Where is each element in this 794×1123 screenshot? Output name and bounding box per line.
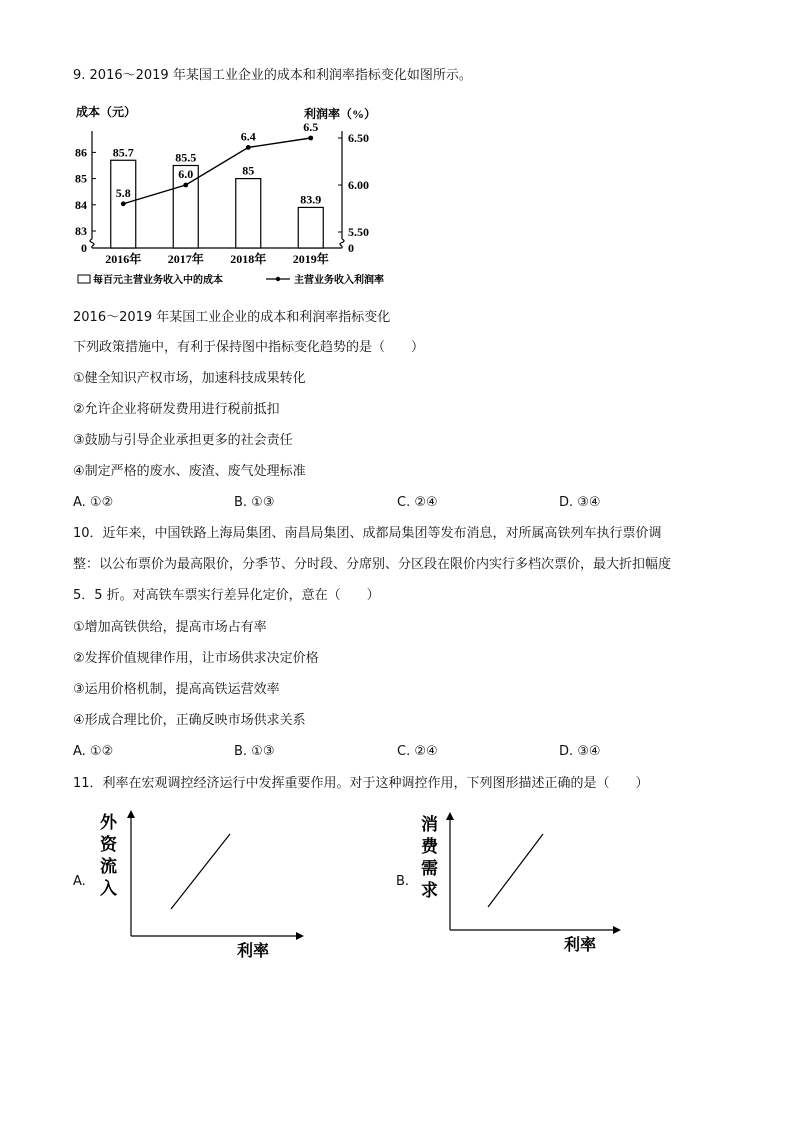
q10-item-1: ①增加高铁供给，提高市场占有率 (73, 620, 267, 635)
profit-rate-point (183, 183, 188, 188)
q9-chart-caption: 2016～2019 年某国工业企业的成本和利润率指标变化 (73, 310, 391, 325)
graph-b-ylabel-2: 费 (421, 837, 438, 857)
graph-a-ylabel-2: 资 (100, 835, 117, 855)
graph-a-ylabel-4: 入 (100, 879, 117, 899)
category-label: 2019年 (292, 252, 329, 266)
q9-item-2: ②允许企业将研发费用进行税前抵扣 (73, 402, 280, 417)
left-tick-label: 83 (75, 224, 87, 238)
q9-prompt: 下列政策措施中，有利于保持图中指标变化趋势的是（ ） (73, 340, 425, 355)
q10-stem-line-3: 5．5 折。对高铁车票实行差异化定价，意在（ ） (73, 588, 380, 603)
q9-item-4: ④制定严格的废水、废渣、废气处理标准 (73, 464, 306, 479)
bar (236, 179, 261, 248)
profit-rate-line (123, 138, 311, 204)
q10-stem-line-1: 10．近年来，中国铁路上海局集团、南昌局集团、成都局集团等发布消息，对所属高铁列车执行票价调 (73, 526, 662, 541)
q11-stem: 11．利率在宏观调控经济运行中发挥重要作用。对于这种调控作用，下列图形描述正确的是（ ） (73, 776, 649, 791)
right-axis-break (340, 239, 344, 246)
q10-option-a[interactable]: A. ①② (73, 744, 114, 759)
left-axis-break (90, 239, 94, 246)
legend-line-marker (276, 277, 280, 281)
bar-value-label: 85 (242, 163, 255, 178)
graph-a-x-arrow (296, 932, 304, 940)
q10-option-d[interactable]: D. ③④ (559, 744, 601, 759)
category-label: 2018年 (230, 252, 267, 266)
q10-stem-line-2: 整：以公布票价为最高限价，分季节、分时段、分席别、分区段在限价内实行多档次票价，最大折扣幅度 (73, 557, 672, 572)
legend-bar-label: 每百元主营业务收入中的成本 (93, 275, 223, 286)
left-tick-label: 86 (75, 145, 87, 160)
profit-rate-label: 6.0 (178, 167, 194, 181)
right-tick-label: 0 (348, 241, 354, 255)
right-axis-title: 利润率（%） (304, 107, 377, 121)
category-label: 2017年 (167, 252, 204, 266)
bar-value-label: 85.5 (175, 150, 197, 165)
graph-b-x-arrow (613, 926, 621, 934)
right-tick-label: 6.50 (348, 131, 369, 145)
bar-value-label: 83.9 (300, 192, 322, 207)
graph-b-ylabel-4: 求 (421, 881, 438, 901)
q9-option-d[interactable]: D. ③④ (559, 495, 601, 510)
graph-a-ylabel-3: 流 (100, 857, 117, 877)
cost-profit-chart (68, 98, 408, 292)
profit-rate-label: 6.4 (240, 129, 256, 144)
q10-item-2: ②发挥价值规律作用，让市场供求决定价格 (73, 651, 319, 666)
legend-line-label: 主营业务收入利润率 (294, 275, 384, 286)
profit-rate-point (121, 201, 126, 206)
left-axis-title: 成本（元） (76, 105, 137, 119)
left-tick-label: 0 (81, 241, 87, 255)
graph-a-xlabel: 利率 (237, 941, 270, 960)
graph-a-y-arrow (127, 810, 135, 818)
profit-rate-label: 5.8 (115, 185, 131, 200)
q9-stem: 9. 2016～2019 年某国工业企业的成本和利润率指标变化如图所示。 (73, 68, 472, 83)
graph-a (96, 808, 316, 968)
graph-b-y-arrow (446, 812, 454, 820)
profit-rate-label: 6.5 (303, 120, 319, 134)
graph-a-ylabel-1: 外 (100, 813, 117, 833)
profit-rate-point (308, 136, 313, 141)
q10-option-c[interactable]: C. ②④ (397, 744, 438, 759)
left-tick-label: 84 (75, 197, 87, 212)
graph-a-curve (171, 834, 230, 909)
q9-item-3: ③鼓励与引导企业承担更多的社会责任 (73, 433, 293, 448)
q11-option-a[interactable]: A. (73, 874, 86, 889)
q11-option-b[interactable]: B. (396, 874, 410, 889)
graph-b-ylabel-3: 需 (421, 859, 438, 879)
legend-bar-swatch (78, 275, 90, 283)
graph-b (417, 806, 637, 966)
graph-b-ylabel-1: 消 (421, 815, 438, 835)
bar (298, 207, 323, 248)
right-tick-label: 5.50 (348, 225, 369, 239)
left-tick-label: 85 (75, 171, 87, 186)
right-tick-label: 6.00 (348, 178, 369, 192)
category-label: 2016年 (105, 252, 142, 266)
q10-option-b[interactable]: B. ①③ (234, 744, 275, 759)
q9-option-a[interactable]: A. ①② (73, 495, 114, 510)
graph-b-curve (488, 834, 543, 907)
q9-option-b[interactable]: B. ①③ (234, 495, 275, 510)
q9-option-c[interactable]: C. ②④ (397, 495, 438, 510)
bar-value-label: 85.7 (112, 145, 134, 160)
q10-item-4: ④形成合理比价，正确反映市场供求关系 (73, 713, 306, 728)
q9-item-1: ①健全知识产权市场，加速科技成果转化 (73, 371, 306, 386)
graph-b-xlabel: 利率 (564, 935, 597, 954)
profit-rate-point (246, 145, 251, 150)
q10-item-3: ③运用价格机制，提高高铁运营效率 (73, 682, 280, 697)
